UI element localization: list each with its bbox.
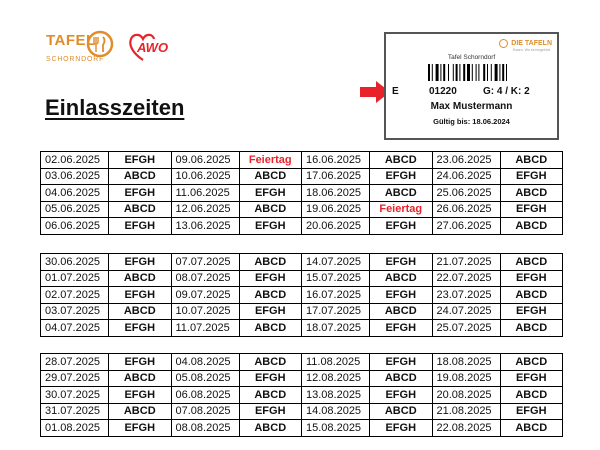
card-issuer: Tafel Schorndorf bbox=[447, 54, 496, 61]
date-cell: 30.06.2025 bbox=[41, 254, 109, 271]
group-cell: EFGH bbox=[239, 218, 302, 235]
date-cell: 13.08.2025 bbox=[302, 387, 370, 404]
date-cell: 06.08.2025 bbox=[171, 387, 239, 404]
id-card bbox=[384, 32, 559, 140]
date-cell: 24.07.2025 bbox=[432, 303, 500, 320]
group-cell: EFGH bbox=[500, 168, 563, 185]
tafel-logo-word: TAFEL bbox=[46, 32, 96, 49]
table-row bbox=[41, 387, 563, 404]
date-cell: 29.07.2025 bbox=[41, 370, 109, 387]
group-cell: EFGH bbox=[500, 201, 563, 218]
group-cell: EFGH bbox=[500, 370, 563, 387]
table-row bbox=[41, 201, 563, 218]
table-row bbox=[41, 420, 563, 437]
barcode-bar bbox=[459, 64, 460, 81]
date-cell: 08.08.2025 bbox=[171, 420, 239, 437]
date-cell: 18.07.2025 bbox=[302, 320, 370, 337]
group-cell: EFGH bbox=[370, 218, 433, 235]
date-cell: 05.06.2025 bbox=[41, 201, 109, 218]
awo-logo bbox=[127, 30, 177, 64]
date-cell: 19.06.2025 bbox=[302, 201, 370, 218]
card-brand-name: DIE TAFELN bbox=[511, 40, 552, 47]
date-cell: 21.07.2025 bbox=[432, 254, 500, 271]
group-cell: ABCD bbox=[370, 270, 433, 287]
date-cell: 04.06.2025 bbox=[41, 185, 109, 202]
group-cell: EFGH bbox=[370, 287, 433, 304]
group-cell: ABCD bbox=[239, 420, 302, 437]
group-cell: ABCD bbox=[370, 370, 433, 387]
barcode-bar bbox=[436, 64, 439, 81]
holiday-cell: Feiertag bbox=[370, 201, 433, 218]
date-cell: 10.07.2025 bbox=[171, 303, 239, 320]
date-cell: 01.08.2025 bbox=[41, 420, 109, 437]
date-cell: 22.08.2025 bbox=[432, 420, 500, 437]
barcode-bar bbox=[456, 64, 458, 81]
group-cell: ABCD bbox=[500, 152, 563, 169]
barcode-bar bbox=[428, 64, 430, 81]
date-cell: 15.08.2025 bbox=[302, 420, 370, 437]
date-cell: 22.07.2025 bbox=[432, 270, 500, 287]
date-cell: 01.07.2025 bbox=[41, 270, 109, 287]
barcode-bar bbox=[472, 64, 473, 81]
table-row bbox=[41, 218, 563, 235]
barcode-bar bbox=[463, 64, 465, 81]
barcode-bar bbox=[467, 64, 470, 81]
group-cell: EFGH bbox=[370, 254, 433, 271]
table-row bbox=[41, 354, 563, 371]
date-cell: 02.07.2025 bbox=[41, 287, 109, 304]
group-cell: EFGH bbox=[500, 403, 563, 420]
date-cell: 17.07.2025 bbox=[302, 303, 370, 320]
date-cell: 16.07.2025 bbox=[302, 287, 370, 304]
group-cell: ABCD bbox=[109, 201, 172, 218]
date-cell: 27.06.2025 bbox=[432, 218, 500, 235]
date-cell: 12.06.2025 bbox=[171, 201, 239, 218]
barcode-bar bbox=[483, 64, 485, 81]
group-cell: EFGH bbox=[500, 303, 563, 320]
barcode-bar bbox=[495, 64, 498, 81]
table-row bbox=[41, 152, 563, 169]
table-row bbox=[41, 254, 563, 271]
holiday-cell: Feiertag bbox=[239, 152, 302, 169]
barcode-bar bbox=[453, 64, 454, 81]
table-row bbox=[41, 270, 563, 287]
date-cell: 04.08.2025 bbox=[171, 354, 239, 371]
card-valid-until: Gültig bis: 18.06.2024 bbox=[433, 117, 510, 126]
barcode-bar bbox=[502, 64, 504, 81]
group-cell: ABCD bbox=[239, 387, 302, 404]
group-cell: ABCD bbox=[239, 168, 302, 185]
group-cell: ABCD bbox=[370, 303, 433, 320]
group-cell: EFGH bbox=[109, 320, 172, 337]
group-cell: EFGH bbox=[239, 270, 302, 287]
group-cell: ABCD bbox=[370, 403, 433, 420]
date-cell: 14.07.2025 bbox=[302, 254, 370, 271]
barcode-bar bbox=[432, 64, 433, 81]
group-cell: EFGH bbox=[239, 303, 302, 320]
group-cell: ABCD bbox=[109, 403, 172, 420]
date-cell: 14.08.2025 bbox=[302, 403, 370, 420]
group-cell: ABCD bbox=[500, 420, 563, 437]
group-cell: EFGH bbox=[370, 387, 433, 404]
tafel-logo-sub: SCHORNDORF bbox=[46, 56, 105, 63]
group-cell: ABCD bbox=[500, 185, 563, 202]
group-cell: ABCD bbox=[500, 254, 563, 271]
barcode-bar bbox=[476, 64, 477, 81]
fork-knife-icon bbox=[86, 30, 114, 58]
card-group: G: 4 / K: 2 bbox=[483, 86, 530, 97]
date-cell: 21.08.2025 bbox=[432, 403, 500, 420]
date-cell: 04.07.2025 bbox=[41, 320, 109, 337]
group-cell: ABCD bbox=[109, 303, 172, 320]
group-cell: EFGH bbox=[109, 254, 172, 271]
awo-logo-text: AWO bbox=[137, 40, 169, 55]
group-cell: ABCD bbox=[239, 287, 302, 304]
date-cell: 07.07.2025 bbox=[171, 254, 239, 271]
barcode-bar bbox=[491, 64, 492, 81]
table-row bbox=[41, 287, 563, 304]
date-cell: 13.06.2025 bbox=[171, 218, 239, 235]
date-cell: 15.07.2025 bbox=[302, 270, 370, 287]
date-cell: 20.08.2025 bbox=[432, 387, 500, 404]
group-cell: ABCD bbox=[239, 254, 302, 271]
group-cell: ABCD bbox=[370, 185, 433, 202]
barcode-bar bbox=[506, 64, 507, 81]
group-cell: ABCD bbox=[239, 354, 302, 371]
table-row bbox=[41, 320, 563, 337]
barcode-bar bbox=[478, 64, 479, 81]
card-name: Max Mustermann bbox=[430, 101, 513, 112]
group-cell: EFGH bbox=[109, 287, 172, 304]
group-cell: ABCD bbox=[500, 320, 563, 337]
table-row bbox=[41, 303, 563, 320]
group-cell: ABCD bbox=[500, 354, 563, 371]
card-marker: E bbox=[392, 86, 399, 97]
schedule-block-august bbox=[40, 353, 563, 437]
date-cell: 25.06.2025 bbox=[432, 185, 500, 202]
date-cell: 20.06.2025 bbox=[302, 218, 370, 235]
date-cell: 07.08.2025 bbox=[171, 403, 239, 420]
date-cell: 09.06.2025 bbox=[171, 152, 239, 169]
date-cell: 23.06.2025 bbox=[432, 152, 500, 169]
group-cell: EFGH bbox=[109, 218, 172, 235]
tafeln-logo-icon bbox=[499, 39, 508, 48]
barcode-bar bbox=[499, 64, 500, 81]
group-cell: EFGH bbox=[370, 320, 433, 337]
date-cell: 09.07.2025 bbox=[171, 287, 239, 304]
group-cell: EFGH bbox=[109, 185, 172, 202]
date-cell: 24.06.2025 bbox=[432, 168, 500, 185]
group-cell: ABCD bbox=[370, 152, 433, 169]
date-cell: 31.07.2025 bbox=[41, 403, 109, 420]
group-cell: ABCD bbox=[500, 387, 563, 404]
card-brand bbox=[499, 39, 552, 48]
date-cell: 30.07.2025 bbox=[41, 387, 109, 404]
group-cell: ABCD bbox=[109, 370, 172, 387]
table-row bbox=[41, 403, 563, 420]
group-cell: ABCD bbox=[109, 270, 172, 287]
date-cell: 11.07.2025 bbox=[171, 320, 239, 337]
barcode-bar bbox=[448, 64, 449, 81]
date-cell: 06.06.2025 bbox=[41, 218, 109, 235]
group-cell: EFGH bbox=[239, 185, 302, 202]
date-cell: 16.06.2025 bbox=[302, 152, 370, 169]
group-cell: EFGH bbox=[370, 420, 433, 437]
date-cell: 11.06.2025 bbox=[171, 185, 239, 202]
date-cell: 26.06.2025 bbox=[432, 201, 500, 218]
schedule-block-june bbox=[40, 151, 563, 235]
date-cell: 19.08.2025 bbox=[432, 370, 500, 387]
date-cell: 02.06.2025 bbox=[41, 152, 109, 169]
barcode-icon bbox=[428, 64, 518, 81]
group-cell: ABCD bbox=[109, 168, 172, 185]
date-cell: 03.07.2025 bbox=[41, 303, 109, 320]
table-row bbox=[41, 370, 563, 387]
group-cell: EFGH bbox=[109, 354, 172, 371]
group-cell: EFGH bbox=[239, 403, 302, 420]
card-number: 01220 bbox=[429, 86, 457, 97]
table-row bbox=[41, 185, 563, 202]
date-cell: 25.07.2025 bbox=[432, 320, 500, 337]
group-cell: ABCD bbox=[239, 201, 302, 218]
card-brand-tagline: Essen. Wo es hingehört. bbox=[512, 48, 551, 52]
group-cell: EFGH bbox=[370, 168, 433, 185]
group-cell: ABCD bbox=[239, 320, 302, 337]
date-cell: 10.06.2025 bbox=[171, 168, 239, 185]
group-cell: EFGH bbox=[109, 420, 172, 437]
schedule-block-july bbox=[40, 253, 563, 337]
page-title: Einlasszeiten bbox=[45, 95, 185, 120]
table-row bbox=[41, 168, 563, 185]
date-cell: 08.07.2025 bbox=[171, 270, 239, 287]
barcode-bar bbox=[487, 64, 488, 81]
date-cell: 23.07.2025 bbox=[432, 287, 500, 304]
date-cell: 17.06.2025 bbox=[302, 168, 370, 185]
group-cell: EFGH bbox=[500, 270, 563, 287]
date-cell: 05.08.2025 bbox=[171, 370, 239, 387]
group-cell: EFGH bbox=[239, 370, 302, 387]
group-cell: ABCD bbox=[500, 218, 563, 235]
date-cell: 18.06.2025 bbox=[302, 185, 370, 202]
group-cell: EFGH bbox=[370, 354, 433, 371]
barcode-bar bbox=[443, 64, 445, 81]
date-cell: 03.06.2025 bbox=[41, 168, 109, 185]
date-cell: 11.08.2025 bbox=[302, 354, 370, 371]
date-cell: 28.07.2025 bbox=[41, 354, 109, 371]
date-cell: 12.08.2025 bbox=[302, 370, 370, 387]
date-cell: 18.08.2025 bbox=[432, 354, 500, 371]
group-cell: ABCD bbox=[500, 287, 563, 304]
group-cell: EFGH bbox=[109, 387, 172, 404]
barcode-bar bbox=[440, 64, 441, 81]
group-cell: EFGH bbox=[109, 152, 172, 169]
